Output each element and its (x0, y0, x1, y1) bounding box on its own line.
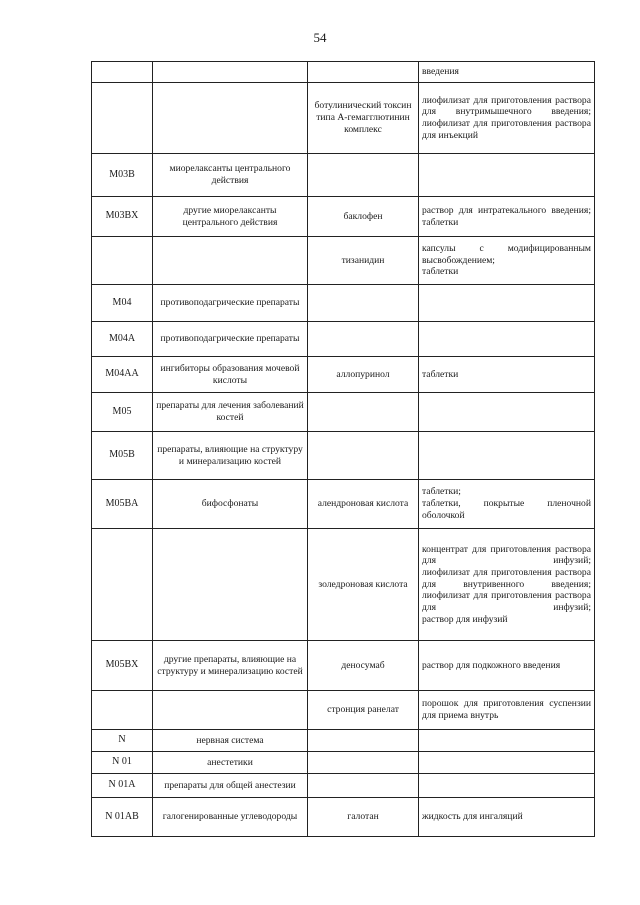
dosage-form-cell (419, 83, 595, 154)
table-row (92, 285, 595, 322)
drug-name-cell (308, 730, 419, 752)
dosage-form-line: лиофилизат для приготовления раствора для внутривенного введения; (422, 566, 591, 590)
dosage-form-cell (419, 529, 595, 641)
drug-name-cell (308, 774, 419, 798)
drug-classification-table (91, 61, 595, 837)
anatomical-group-cell (153, 237, 308, 285)
dosage-form-line: раствор для инфузий (422, 613, 508, 625)
anatomical-group-cell (153, 62, 308, 83)
drug-name-cell: галотан (308, 798, 419, 837)
anatomical-group-cell: анестетики (153, 752, 308, 774)
atc-code-cell (92, 83, 153, 154)
drug-name-cell (308, 322, 419, 357)
drug-name-cell (308, 752, 419, 774)
dosage-form-cell (419, 480, 595, 529)
atc-code-cell (92, 529, 153, 641)
atc-code-cell: N 01 (92, 752, 153, 774)
dosage-form-line: капсулы с модифицированным высвобождением; (422, 242, 591, 266)
table-row (92, 237, 595, 285)
anatomical-group-cell: препараты для лечения заболеваний костей (153, 393, 308, 432)
dosage-form-cell (419, 691, 595, 730)
table-row (92, 197, 595, 237)
drug-name-cell: деносумаб (308, 641, 419, 691)
anatomical-group-cell (153, 83, 308, 154)
drug-name-cell: алендроновая кислота (308, 480, 419, 529)
dosage-form-cell (419, 774, 595, 798)
dosage-form-line: лиофилизат для приготовления раствора для инъекций (422, 118, 591, 141)
drug-name-cell: баклофен (308, 197, 419, 237)
atc-code-cell: M04A (92, 322, 153, 357)
anatomical-group-cell (153, 529, 308, 641)
table-row (92, 730, 595, 752)
atc-code-cell: M04 (92, 285, 153, 322)
dosage-form-line: лиофилизат для приготовления раствора для инфузий; (422, 590, 591, 614)
atc-code-cell: N 01A (92, 774, 153, 798)
anatomical-group-cell: препараты для общей анестезии (153, 774, 308, 798)
atc-code-cell: M03BX (92, 197, 153, 237)
table-row (92, 752, 595, 774)
table-row (92, 480, 595, 529)
atc-code-cell: M05 (92, 393, 153, 432)
dosage-form-cell (419, 752, 595, 774)
drug-name-cell (308, 393, 419, 432)
anatomical-group-cell: ингибиторы образования мочевой кислоты (153, 357, 308, 393)
anatomical-group-cell (153, 691, 308, 730)
table-row (92, 357, 595, 393)
atc-code-cell: M04AA (92, 357, 153, 393)
dosage-form-cell (419, 432, 595, 480)
dosage-form-line: таблетки (422, 368, 459, 380)
atc-code-cell: M05BA (92, 480, 153, 529)
dosage-form-cell (419, 641, 595, 691)
table-row (92, 798, 595, 837)
atc-code-cell: M05BX (92, 641, 153, 691)
anatomical-group-cell: миорелаксанты центрального действия (153, 154, 308, 197)
table-row (92, 393, 595, 432)
drug-name-cell: ботулинический токсин типа А-гемагглютинин комплекс (308, 83, 419, 154)
dosage-form-line: раствор для интратекального введения; (422, 204, 591, 216)
anatomical-group-cell: другие миорелаксанты центрального действия (153, 197, 308, 237)
dosage-form-cell (419, 322, 595, 357)
anatomical-group-cell: противоподагрические препараты (153, 285, 308, 322)
drug-name-cell (308, 62, 419, 83)
table-row (92, 432, 595, 480)
dosage-form-cell (419, 730, 595, 752)
anatomical-group-cell: нервная система (153, 730, 308, 752)
atc-code-cell (92, 62, 153, 83)
anatomical-group-cell: препараты, влияющие на структуру и минерализацию костей (153, 432, 308, 480)
drug-name-cell (308, 154, 419, 197)
dosage-form-line: порошок для приготовления суспензии для приема внутрь (422, 698, 591, 721)
dosage-form-cell (419, 285, 595, 322)
atc-code-cell: M05B (92, 432, 153, 480)
atc-code-cell: M03B (92, 154, 153, 197)
drug-name-cell (308, 432, 419, 480)
drug-name-cell: золедроновая кислота (308, 529, 419, 641)
dosage-form-line: концентрат для приготовления раствора для инфузий; (422, 543, 591, 567)
table-row (92, 322, 595, 357)
table-row (92, 62, 595, 83)
table-row (92, 529, 595, 641)
table-row (92, 641, 595, 691)
table-row (92, 154, 595, 197)
atc-code-cell: N 01AB (92, 798, 153, 837)
atc-code-cell (92, 691, 153, 730)
drug-name-cell: стронция ранелат (308, 691, 419, 730)
dosage-form-cell (419, 62, 595, 83)
drug-name-cell: тизанидин (308, 237, 419, 285)
atc-code-cell (92, 237, 153, 285)
page-number: 54 (313, 30, 327, 45)
dosage-form-cell (419, 154, 595, 197)
dosage-form-cell (419, 237, 595, 285)
dosage-form-line: жидкость для ингаляций (422, 811, 523, 823)
anatomical-group-cell: противоподагрические препараты (153, 322, 308, 357)
table-row (92, 83, 595, 154)
dosage-form-line: таблетки, покрытые пленочной оболочкой (422, 498, 591, 521)
dosage-form-line: таблетки (422, 216, 459, 228)
table-row (92, 691, 595, 730)
dosage-form-line: таблетки (422, 266, 459, 278)
table-row (92, 774, 595, 798)
anatomical-group-cell: бифосфонаты (153, 480, 308, 529)
dosage-form-line: лиофилизат для приготовления раствора для внутримышечного введения; (422, 94, 591, 118)
dosage-form-line: таблетки; (422, 486, 461, 498)
drug-name-cell (308, 285, 419, 322)
drug-name-cell: аллопуринол (308, 357, 419, 393)
dosage-form-cell (419, 197, 595, 237)
dosage-form-cell (419, 393, 595, 432)
anatomical-group-cell: другие препараты, влияющие на структуру и минерализацию костей (153, 641, 308, 691)
dosage-form-line: раствор для подкожного введения (422, 659, 561, 671)
dosage-form-cell (419, 357, 595, 393)
atc-code-cell: N (92, 730, 153, 752)
dosage-form-line: введения (422, 66, 459, 78)
anatomical-group-cell: галогенированные углеводороды (153, 798, 308, 837)
dosage-form-cell (419, 798, 595, 837)
